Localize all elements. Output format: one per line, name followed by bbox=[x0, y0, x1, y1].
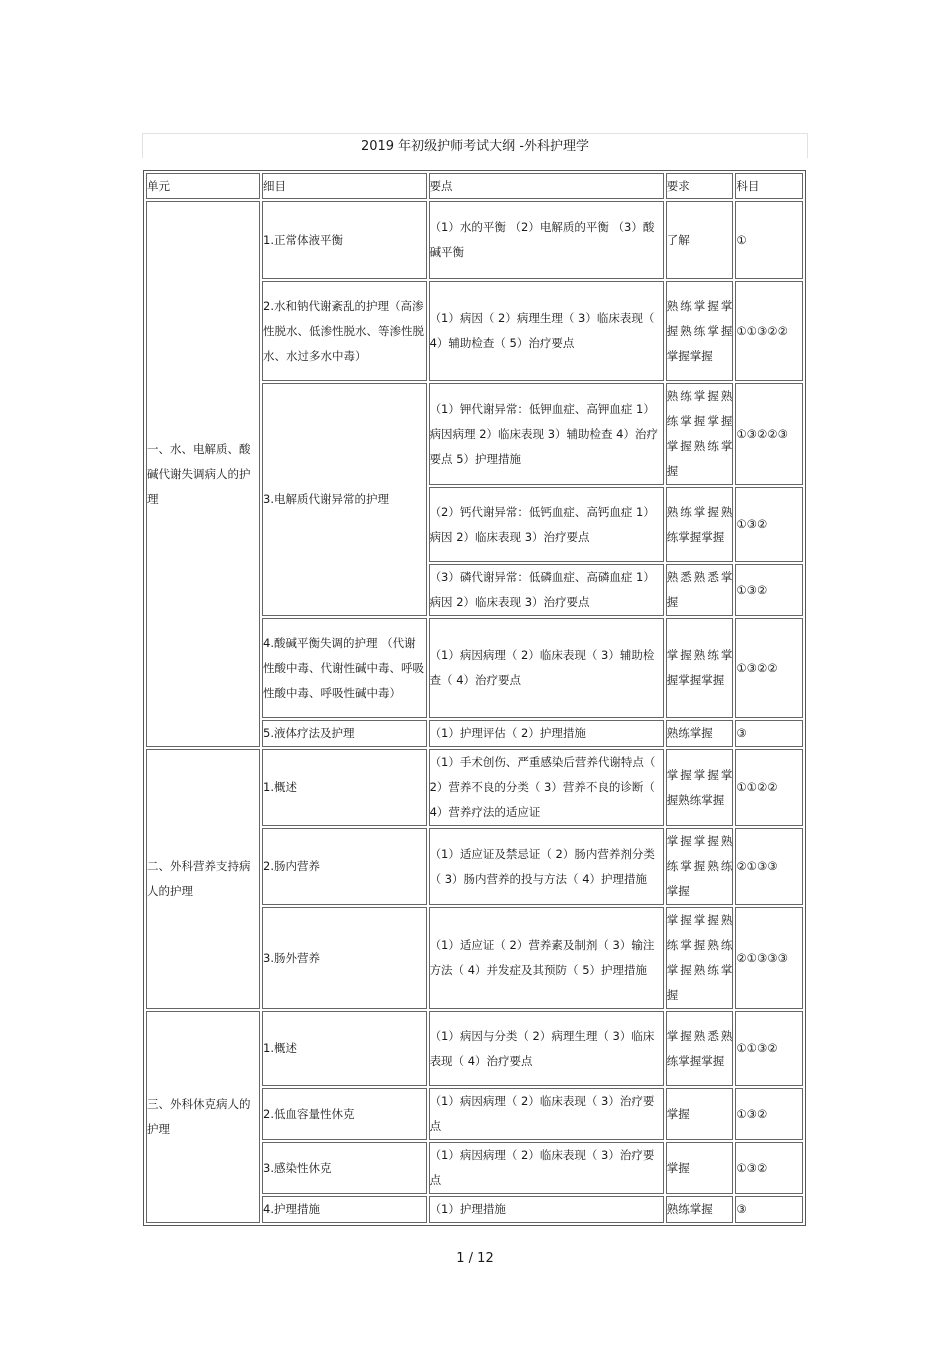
document-title: 2019 年初级护师考试大纲 -外科护理学 bbox=[360, 139, 590, 154]
points-cell: （1）病因（ 2）病理生理（ 3）临床表现（ 4）辅助检查（ 5）治疗要点 bbox=[429, 281, 664, 381]
points-cell: （3）磷代谢异常：低磷血症、高磷血症 1）病因 2）临床表现 3）治疗要点 bbox=[429, 564, 664, 616]
points-cell: （1）病因病理（ 2）临床表现（ 3）治疗要点 bbox=[429, 1142, 664, 1194]
item-cell: 3.肠外营养 bbox=[262, 907, 427, 1009]
subject-cell: ①③②②③ bbox=[735, 383, 803, 485]
points-cell: （1）水的平衡 （2）电解质的平衡 （3）酸碱平衡 bbox=[429, 201, 664, 279]
subject-cell: ②①③③③ bbox=[735, 907, 803, 1009]
subject-cell: ① bbox=[735, 201, 803, 279]
subject-cell: ①③② bbox=[735, 564, 803, 616]
table-row bbox=[146, 201, 803, 279]
unit-cell: 一、水、电解质、酸碱代谢失调病人的护理 bbox=[146, 201, 260, 747]
table-row bbox=[146, 1011, 803, 1086]
requirement-cell: 掌握熟悉熟练掌握掌握 bbox=[666, 1011, 734, 1086]
requirement-cell: 熟悉熟悉掌握 bbox=[666, 564, 734, 616]
requirement-cell: 熟练掌握掌握熟练掌握掌握掌握 bbox=[666, 281, 734, 381]
header-requirement: 要求 bbox=[666, 173, 734, 199]
page-number: 1 / 12 bbox=[456, 1251, 494, 1266]
requirement-cell: 掌握熟练掌握掌握掌握 bbox=[666, 618, 734, 718]
item-cell: 2.水和钠代谢紊乱的护理（高渗性脱水、低渗性脱水、等渗性脱水、水过多水中毒） bbox=[262, 281, 427, 381]
item-cell: 1.正常体液平衡 bbox=[262, 201, 427, 279]
requirement-cell: 掌握掌握熟练掌握熟练掌握熟练掌握 bbox=[666, 907, 734, 1009]
requirement-cell: 熟练掌握熟练掌握掌握 bbox=[666, 487, 734, 562]
points-cell: （1）护理评估（ 2）护理措施 bbox=[429, 720, 664, 747]
points-cell: （1）病因病理（ 2）临床表现（ 3）治疗要点 bbox=[429, 1088, 664, 1140]
subject-cell: ①③② bbox=[735, 1142, 803, 1194]
item-cell: 4.酸碱平衡失调的护理 （代谢性酸中毒、代谢性碱中毒、呼吸性酸中毒、呼吸性碱中毒） bbox=[262, 618, 427, 718]
subject-cell: ①③② bbox=[735, 1088, 803, 1140]
requirement-cell: 熟练掌握 bbox=[666, 1196, 734, 1223]
item-cell: 4.护理措施 bbox=[262, 1196, 427, 1223]
subject-cell: ③ bbox=[735, 1196, 803, 1223]
points-cell: （1）病因与分类（ 2）病理生理（ 3）临床表现（ 4）治疗要点 bbox=[429, 1011, 664, 1086]
item-cell: 1.概述 bbox=[262, 749, 427, 826]
subject-cell: ②①③③ bbox=[735, 828, 803, 905]
syllabus-table bbox=[143, 170, 806, 1226]
header-item: 细目 bbox=[262, 173, 427, 199]
subject-cell: ①③②② bbox=[735, 618, 803, 718]
header-unit: 单元 bbox=[146, 173, 260, 199]
points-cell: （1）钾代谢异常：低钾血症、高钾血症 1）病因病理 2）临床表现 3）辅助检查 4）治疗要点 5）护理措施 bbox=[429, 383, 664, 485]
table-header-row bbox=[146, 173, 803, 199]
subject-cell: ①①②② bbox=[735, 749, 803, 826]
unit-cell: 二、外科营养支持病人的护理 bbox=[146, 749, 260, 1009]
item-cell: 3.感染性休克 bbox=[262, 1142, 427, 1194]
item-cell: 5.液体疗法及护理 bbox=[262, 720, 427, 747]
subject-cell: ③ bbox=[735, 720, 803, 747]
header-subject: 科目 bbox=[735, 173, 803, 199]
subject-cell: ①③② bbox=[735, 487, 803, 562]
requirement-cell: 掌握 bbox=[666, 1142, 734, 1194]
points-cell: （1）病因病理（ 2）临床表现（ 3）辅助检查（ 4）治疗要点 bbox=[429, 618, 664, 718]
requirement-cell: 掌握掌握掌握熟练掌握 bbox=[666, 749, 734, 826]
item-cell: 1.概述 bbox=[262, 1011, 427, 1086]
item-cell: 2.肠内营养 bbox=[262, 828, 427, 905]
requirement-cell: 掌握 bbox=[666, 1088, 734, 1140]
item-cell: 2.低血容量性休克 bbox=[262, 1088, 427, 1140]
requirement-cell: 熟练掌握 bbox=[666, 720, 734, 747]
item-cell: 3.电解质代谢异常的护理 bbox=[262, 383, 427, 616]
requirement-cell: 掌握掌握熟练掌握熟练掌握 bbox=[666, 828, 734, 905]
points-cell: （1）适应证及禁忌证（ 2）肠内营养剂分类（ 3）肠内营养的投与方法（ 4）护理措施 bbox=[429, 828, 664, 905]
unit-cell: 三、外科休克病人的护理 bbox=[146, 1011, 260, 1223]
requirement-cell: 了解 bbox=[666, 201, 734, 279]
table-row bbox=[146, 749, 803, 826]
points-cell: （2）钙代谢异常：低钙血症、高钙血症 1）病因 2）临床表现 3）治疗要点 bbox=[429, 487, 664, 562]
subject-cell: ①①③②② bbox=[735, 281, 803, 381]
points-cell: （1）手术创伤、严重感染后营养代谢特点（ 2）营养不良的分类（ 3）营养不良的诊断（ 4）营养疗法的适应证 bbox=[429, 749, 664, 826]
points-cell: （1）护理措施 bbox=[429, 1196, 664, 1223]
subject-cell: ①①③② bbox=[735, 1011, 803, 1086]
header-points: 要点 bbox=[429, 173, 664, 199]
points-cell: （1）适应证（ 2）营养素及制剂（ 3）输注方法（ 4）并发症及其预防（ 5）护理措施 bbox=[429, 907, 664, 1009]
requirement-cell: 熟练掌握熟练掌握掌握掌握熟练掌握 bbox=[666, 383, 734, 485]
